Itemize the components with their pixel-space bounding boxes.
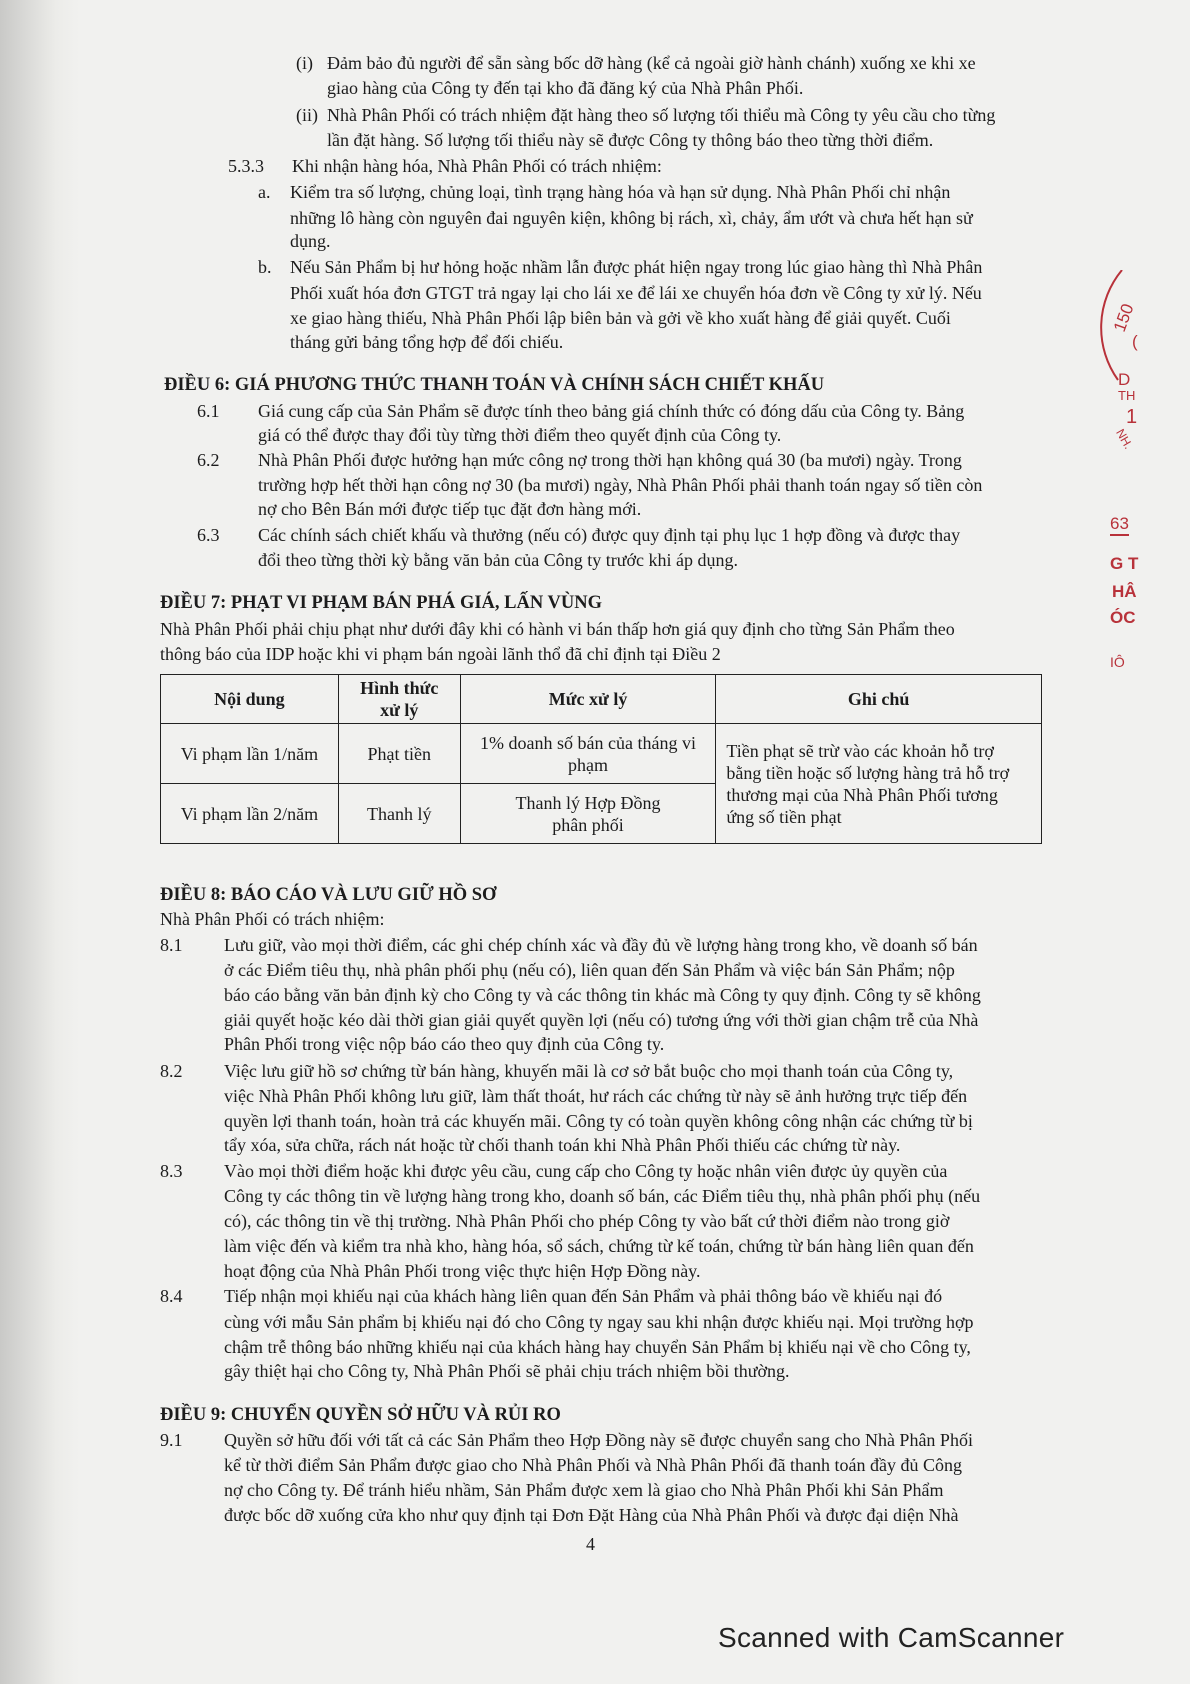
header-hinh-thuc-line1: Hình thức: [360, 678, 439, 698]
clause-8-3-line1: Vào mọi thời điểm hoặc khi được yêu cầu, cung cấp cho Công ty hoặc nhân viên được ủy quyền của: [224, 1161, 948, 1181]
item-i-label: (i): [296, 53, 313, 73]
stamp-fragment: 150: [1109, 301, 1138, 335]
clause-9-1-line2: kể từ thời điểm Sản Phẩm được giao cho Nhà Phân Phối và Nhà Phân Phối đã thanh toán đầy đủ Công: [224, 1455, 962, 1475]
clause-8-3-line4: làm việc đến và kiểm tra nhà kho, hàng hóa, sổ sách, chứng từ kế toán, chứng từ bán hàng liên quan đến: [224, 1236, 974, 1256]
clause-6-1-number: 6.1: [197, 401, 220, 421]
cell-penalty-liquidate: Thanh lý: [338, 784, 460, 844]
clause-8-2-line4: tẩy xóa, sửa chữa, rách nát hoặc từ chối thanh toán khi Nhà Phân Phối thiếu các chứng từ này.: [224, 1135, 901, 1155]
clause-6-2-line3: nợ cho Bên Bán mới được tiếp tục đặt đơn hàng mới.: [258, 499, 642, 519]
article-8-intro: Nhà Phân Phối có trách nhiệm:: [160, 909, 385, 929]
clause-6-2-line2: trường hợp hết thời hạn công nợ 30 (ba mươi) ngày, Nhà Phân Phối phải thanh toán ngay số tiền còn: [258, 475, 983, 495]
partial-stamp: [1098, 270, 1190, 730]
note-line4: ứng số tiền phạt: [726, 806, 842, 827]
clause-6-1-line2: giá có thể được thay đổi tùy từng thời điểm theo quyết định của Công ty.: [258, 425, 782, 445]
section-533-text: Khi nhận hàng hóa, Nhà Phân Phối có trách nhiệm:: [292, 156, 662, 176]
clause-8-1-line3: báo cáo bằng văn bản định kỳ cho Công ty và các thông tin khác mà Công ty quy định. Công ty sẽ không: [224, 985, 981, 1005]
clause-9-1-number: 9.1: [160, 1430, 183, 1450]
header-hinh-thuc: [338, 675, 460, 724]
article-8-heading: ĐIỀU 8: BÁO CÁO VÀ LƯU GIỮ HỒ SƠ: [160, 885, 497, 905]
clause-8-2-line1: Việc lưu giữ hồ sơ chứng từ bán hàng, khuyến mãi là cơ sở bắt buộc cho mọi thanh toán của Công ty,: [224, 1061, 954, 1081]
header-muc-xu-ly: Mức xử lý: [460, 675, 716, 724]
item-b-line3: xe giao hàng thiếu, Nhà Phân Phối lập biên bản và gởi về kho xuất hàng để giải quyết. Cuối: [290, 308, 951, 328]
stamp-ring-icon: [1098, 270, 1190, 390]
cell-note: [716, 724, 1042, 844]
item-ii-line1: Nhà Phân Phối có trách nhiệm đặt hàng theo số lượng tối thiểu mà Công ty yêu cầu cho từng: [327, 105, 996, 125]
note-line3: thương mại của Nhà Phân Phối tương: [726, 784, 998, 805]
cell-penalty-fine: Phạt tiền: [338, 724, 460, 784]
item-b-line4: tháng gửi bảng tổng hợp để đối chiếu.: [290, 332, 564, 352]
clause-6-3-line2: đổi theo từng thời kỳ bằng văn bản của Công ty trước khi áp dụng.: [258, 550, 738, 570]
stamp-fragment: 1: [1126, 406, 1138, 428]
clause-6-2-number: 6.2: [197, 450, 220, 470]
stamp-fragment: TH: [1118, 388, 1136, 403]
item-a-label: a.: [258, 182, 271, 202]
stamp-fragment: NH.: [1113, 426, 1136, 452]
stamp-fragment: G T: [1110, 554, 1139, 573]
camscanner-watermark: Scanned with CamScanner: [718, 1622, 1065, 1653]
cell-level-1-line2: phạm: [568, 754, 609, 775]
article-6-heading: ĐIỀU 6: GIÁ PHƯƠNG THỨC THANH TOÁN VÀ CHÍNH SÁCH CHIẾT KHẤU: [164, 375, 825, 395]
clause-9-1-line1: Quyền sở hữu đối với tất cả các Sản Phẩm theo Hợp Đồng này sẽ được chuyển sang cho Nhà Phân Phối: [224, 1430, 973, 1450]
stamp-fragment: (: [1132, 332, 1138, 351]
clause-6-1-line1: Giá cung cấp của Sản Phẩm sẽ được tính theo bảng giá chính thức có đóng dấu của Công ty. Bảng: [258, 401, 965, 421]
stamp-fragment: IÔ: [1110, 654, 1125, 670]
item-b-line1: Nếu Sản Phẩm bị hư hỏng hoặc nhầm lẫn được phát hiện ngay trong lúc giao hàng thì Nhà Phân: [290, 257, 983, 277]
stamp-fragment: HÂ: [1112, 582, 1137, 601]
article-7-text-line1: Nhà Phân Phối phải chịu phạt như dưới đây khi có hành vi bán thấp hơn giá quy định cho từng Sản Phẩm theo: [160, 619, 955, 639]
penalty-table: [160, 674, 1042, 844]
item-ii-label: (ii): [296, 105, 318, 125]
item-b-line2: Phối xuất hóa đơn GTGT trả ngay lại cho lái xe để lái xe chuyển hóa đơn về Công ty xử lý. Nếu: [290, 283, 982, 303]
clause-6-3-number: 6.3: [197, 525, 220, 545]
item-i-line1: Đảm bảo đủ người để sẵn sàng bốc dỡ hàng (kể cả ngoài giờ hành chánh) xuống xe khi xe: [327, 53, 976, 73]
cell-level-1: [460, 724, 716, 784]
clause-8-1-line2: ở các Điểm tiêu thụ, nhà phân phối phụ (nếu có), liên quan đến Sản Phẩm và việc bán Sản Phẩm; nộp: [224, 960, 955, 980]
clause-8-2-line2: việc Nhà Phân Phối không lưu giữ, làm thất thoát, hư rách các chứng từ này sẽ ảnh hưởng trực tiếp đến: [224, 1086, 968, 1106]
item-a-line1: Kiểm tra số lượng, chủng loại, tình trạng hàng hóa và hạn sử dụng. Nhà Phân Phối chỉ nhận: [290, 182, 951, 202]
article-9-heading: ĐIỀU 9: CHUYỂN QUYỀN SỞ HỮU VÀ RỦI RO: [160, 1405, 561, 1425]
clause-8-4-line1: Tiếp nhận mọi khiếu nại của khách hàng liên quan đến Sản Phẩm và phải thông báo về khiếu nại đó: [224, 1286, 943, 1306]
clause-8-3-line5: hoạt động của Nhà Phân Phối trong việc thực hiện Hợp Đồng này.: [224, 1261, 701, 1281]
section-533-number: 5.3.3: [228, 156, 264, 176]
note-line1: Tiền phạt sẽ trừ vào các khoản hỗ trợ: [726, 740, 994, 761]
clause-8-1-line4: giải quyết hoặc kéo dài thời gian giải quyết quyền lợi (nếu có) tương ứng với thời gian chậm trễ của Nhà: [224, 1010, 979, 1030]
clause-8-1-line1: Lưu giữ, vào mọi thời điểm, các ghi chép chính xác và đầy đủ về lượng hàng trong kho, về doanh số bán: [224, 935, 978, 955]
stamp-fragment: 63: [1110, 514, 1129, 536]
clause-9-1-line4: được bốc dỡ xuống cửa kho như quy định tại Đơn Đặt Hàng của Nhà Phân Phối và được đại diện Nhà: [224, 1505, 959, 1525]
clause-8-3-line2: Công ty các thông tin về lượng hàng trong kho, doanh số bán, các Điểm tiêu thụ, nhà phân phối phụ (nếu: [224, 1186, 981, 1206]
clause-8-4-number: 8.4: [160, 1286, 183, 1306]
cell-level-2: [460, 784, 716, 844]
stamp-fragment: D: [1118, 370, 1131, 389]
clause-8-4-line3: chậm trễ thông báo những khiếu nại của khách hàng hay chuyển Sản Phẩm bị khiếu nại về cho Công ty,: [224, 1337, 971, 1357]
header-noi-dung: Nội dung: [161, 675, 339, 724]
cell-level-2-line2: phân phối: [552, 814, 624, 835]
clause-9-1-line3: nợ cho Công ty. Để tránh hiểu nhầm, Sản Phẩm được xem là giao cho Nhà Phân Phối khi Sản Phẩm: [224, 1480, 944, 1500]
article-7-heading: ĐIỀU 7: PHẠT VI PHẠM BÁN PHÁ GIÁ, LẤN VÙNG: [160, 593, 602, 613]
item-a-line3: dụng.: [290, 231, 331, 251]
clause-8-1-line5: Phân Phối trong việc nộp báo cáo theo quy định của Công ty.: [224, 1034, 665, 1054]
clause-8-4-line2: cùng với mẫu Sản phẩm bị khiếu nại đó cho Công ty ngay sau khi nhận được khiếu nại. Mọi trường hợp: [224, 1312, 974, 1332]
clause-6-3-line1: Các chính sách chiết khấu và thưởng (nếu có) được quy định tại phụ lục 1 hợp đồng và được thay: [258, 525, 961, 545]
item-b-label: b.: [258, 257, 272, 277]
clause-6-2-line1: Nhà Phân Phối được hưởng hạn mức công nợ trong thời hạn không quá 30 (ba mươi) ngày. Trong: [258, 450, 962, 470]
table-row: [161, 724, 1042, 784]
cell-level-2-line1: Thanh lý Hợp Đồng: [515, 792, 661, 813]
table-header-row: [161, 675, 1042, 724]
clause-8-2-number: 8.2: [160, 1061, 183, 1081]
note-line2: bằng tiền hoặc số lượng hàng trả hỗ trợ: [726, 762, 1010, 783]
cell-violation-2: Vi phạm lần 2/năm: [161, 784, 339, 844]
clause-8-3-line3: có), các thông tin về thị trường. Nhà Phân Phối cho phép Công ty vào bất cứ thời điểm nào trong giờ: [224, 1211, 950, 1231]
item-i-line2: giao hàng của Công ty đến tại kho đã đăng ký của Nhà Phân Phối.: [327, 78, 804, 98]
clause-8-3-number: 8.3: [160, 1161, 183, 1181]
article-7-text-line2: thông báo của IDP hoặc khi vi phạm bán ngoài lãnh thổ đã chỉ định tại Điều 2: [160, 644, 721, 664]
item-ii-line2: lần đặt hàng. Số lượng tối thiểu này sẽ được Công ty thông báo theo từng thời điểm.: [327, 130, 934, 150]
header-ghi-chu: Ghi chú: [716, 675, 1042, 724]
cell-level-1-line1: 1% doanh số bán của tháng vi: [480, 732, 696, 753]
stamp-fragment: ÓC: [1110, 608, 1136, 627]
clause-8-4-line4: gây thiệt hại cho Công ty, Nhà Phân Phối sẽ phải chịu trách nhiệm bồi thường.: [224, 1361, 790, 1381]
clause-8-2-line3: quyền lợi thanh toán, hoàn trả các khuyến mãi. Công ty có toàn quyền không công nhận các chứng từ bị: [224, 1111, 973, 1131]
cell-violation-1: Vi phạm lần 1/năm: [161, 724, 339, 784]
page-number: 4: [586, 1534, 595, 1554]
clause-8-1-number: 8.1: [160, 935, 183, 955]
item-a-line2: những lô hàng còn nguyên đai nguyên kiện, không bị rách, xì, chảy, ẩm ướt và chưa hết hạn sử: [290, 208, 973, 228]
header-hinh-thuc-line2: xử lý: [380, 700, 419, 720]
